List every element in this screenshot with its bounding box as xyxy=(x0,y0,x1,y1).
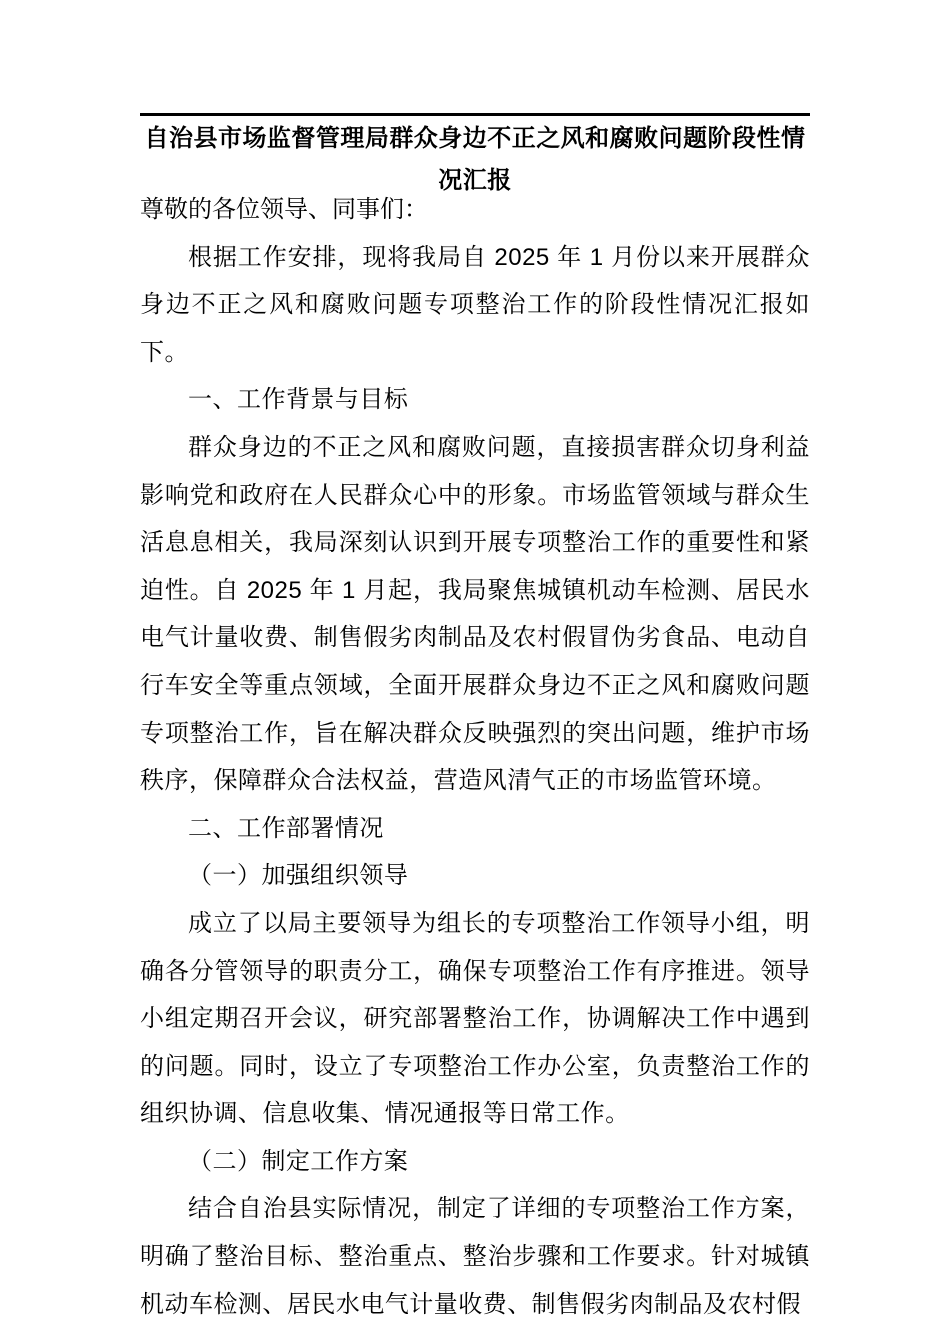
paragraph-organization: 成立了以局主要领导为组长的专项整治工作领导小组，明确各分管领导的职责分工，确保专项整治工作有序推进。领导小组定期召开会议，研究部署整治工作，协调解决工作中遇到的问题。同时，设立了专项整治工作办公室，负责整治工作的组织协调、信息收集、情况通报等日常工作。 xyxy=(140,909,810,1128)
document-title: 自治县市场监督管理局群众身边不正之风和腐败问题阶段性情况汇报 xyxy=(144,125,806,194)
subsection-heading-2-2: （二）制定工作方案 xyxy=(188,1147,409,1175)
paragraph-background: 群众身边的不正之风和腐败问题，直接损害群众切身利益影响党和政府在人民群众心中的形象。市场监管领域与群众生活息息相关，我局深刻认识到开展专项整治工作的重要性和紧迫性。自 2025 年 1 月起，我局聚焦城镇机动车检测、居民水电气计量收费、制售假劣肉制品及农村假冒伪劣食品、电动自行车安全等重点领域，全面开展群众身边不正之风和腐败问题专项整治工作，旨在解决群众反映强烈的突出问题，维护市场秩序，保障群众合法权益，营造风清气正的市场监管环境。 xyxy=(140,433,810,795)
paragraph-work-plan: 结合自治县实际情况，制定了详细的专项整治工作方案，明确了整治目标、整治重点、整治步骤和工作要求。针对城镇机动车检测、居民水电气计量收费、制售假劣肉制品及农村假 xyxy=(140,1195,810,1318)
section-heading-2: 二、工作部署情况 xyxy=(188,814,384,842)
paragraph-intro: 根据工作安排，现将我局自 2025 年 1 月份以来开展群众身边不正之风和腐败问题专项整治工作的阶段性情况汇报如下。 xyxy=(140,243,810,366)
salutation: 尊敬的各位领导、同事们： xyxy=(140,196,428,223)
subsection-heading-2-1: （一）加强组织领导 xyxy=(188,862,409,890)
document-body xyxy=(140,186,810,1328)
section-heading-1: 一、工作背景与目标 xyxy=(188,386,409,414)
